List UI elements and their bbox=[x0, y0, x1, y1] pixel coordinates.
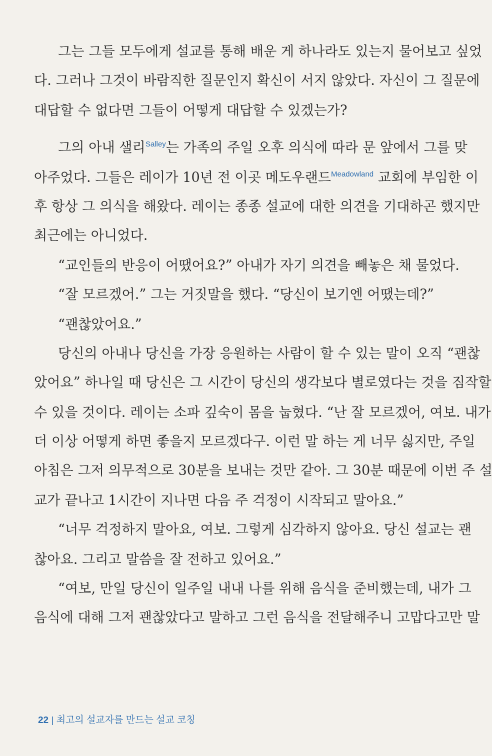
text-line: 음식에 대해 그저 괜찮았다고 말하고 그런 음식을 전달해주니 고맙다고만 말 bbox=[34, 610, 480, 627]
text-line: 아침은 그저 의무적으로 30분을 보내는 것만 같아. 그 30분 때문에 이번 주 설 bbox=[34, 463, 492, 480]
english-gloss: Meadowland bbox=[331, 169, 374, 179]
text-line: 찮아요. 그리고 말씀을 잘 전하고 있어요.” bbox=[34, 551, 282, 568]
english-gloss: Salley bbox=[145, 139, 166, 149]
text-line: 당신의 아내나 당신을 가장 응원하는 사람이 할 수 있는 말이 오직 “괜찮 bbox=[58, 345, 481, 362]
text-line: 수 있을 것이다. 레이는 소파 깊숙이 몸을 눕혔다. “난 잘 모르겠어, 여보. 내가 bbox=[34, 404, 491, 421]
text-line: “여보, 만일 당신이 일주일 내내 나를 위해 음식을 준비했는데, 내가 그 bbox=[58, 581, 472, 598]
text-line: 대답할 수 없다면 그들이 어떻게 대답할 수 있겠는가? bbox=[34, 102, 348, 119]
book-title: 최고의 설교자를 만드는 설교 코칭 bbox=[56, 715, 196, 726]
text-span: 교회에 부임한 이 bbox=[373, 169, 479, 186]
text-line: “잘 모르겠어.” 그는 거짓말을 했다. “당신이 보기엔 어땠는데?” bbox=[58, 287, 434, 304]
text-line: 후 항상 그 의식을 해왔다. 레이는 종종 설교에 대한 의견을 기대하곤 했지만 bbox=[34, 198, 480, 215]
text-line: “괜찮았어요.” bbox=[58, 316, 142, 333]
text-line: 그는 그들 모두에게 설교를 통해 배운 게 하나라도 있는지 물어보고 싶었 bbox=[58, 44, 483, 60]
text-line: 았어요” 하나일 때 당신은 그 시간이 당신의 생각보다 별로였다는 것을 짐작할 bbox=[34, 375, 492, 392]
text-line: 다. 그러나 그것이 바람직한 질문인지 확신이 서지 않았다. 자신이 그 질문에 bbox=[34, 73, 480, 90]
text-line: “너무 걱정하지 말아요, 여보. 그렇게 심각하지 않아요. 당신 설교는 괜 bbox=[58, 522, 472, 539]
text-span: 아주었다. 그들은 레이가 10년 전 이곳 메도우랜드 bbox=[34, 169, 332, 186]
text-span: 는 가족의 주일 오후 의식에 따라 문 앞에서 그를 맞 bbox=[165, 140, 468, 157]
text-line: 최근에는 아니었다. bbox=[34, 228, 148, 245]
body-text bbox=[34, 38, 492, 634]
page-footer bbox=[38, 712, 195, 726]
text-line: 더 이상 어떻게 하면 좋을지 모르겠다구. 이런 말 하는 게 너무 싫지만, 주일 bbox=[34, 434, 476, 451]
page-number: 22 bbox=[38, 715, 49, 726]
text-line: 교가 끝나고 1시간이 지나면 다음 주 걱정이 시작되고 말아요.” bbox=[34, 492, 404, 509]
text-line bbox=[34, 134, 468, 163]
text-span: 그의 아내 샐리 bbox=[58, 140, 146, 157]
footer-separator: | bbox=[51, 715, 57, 726]
text-line bbox=[34, 164, 479, 193]
text-line: “교인들의 반응이 어땠어요?” 아내가 자기 의견을 빼놓은 채 물었다. bbox=[58, 257, 460, 274]
